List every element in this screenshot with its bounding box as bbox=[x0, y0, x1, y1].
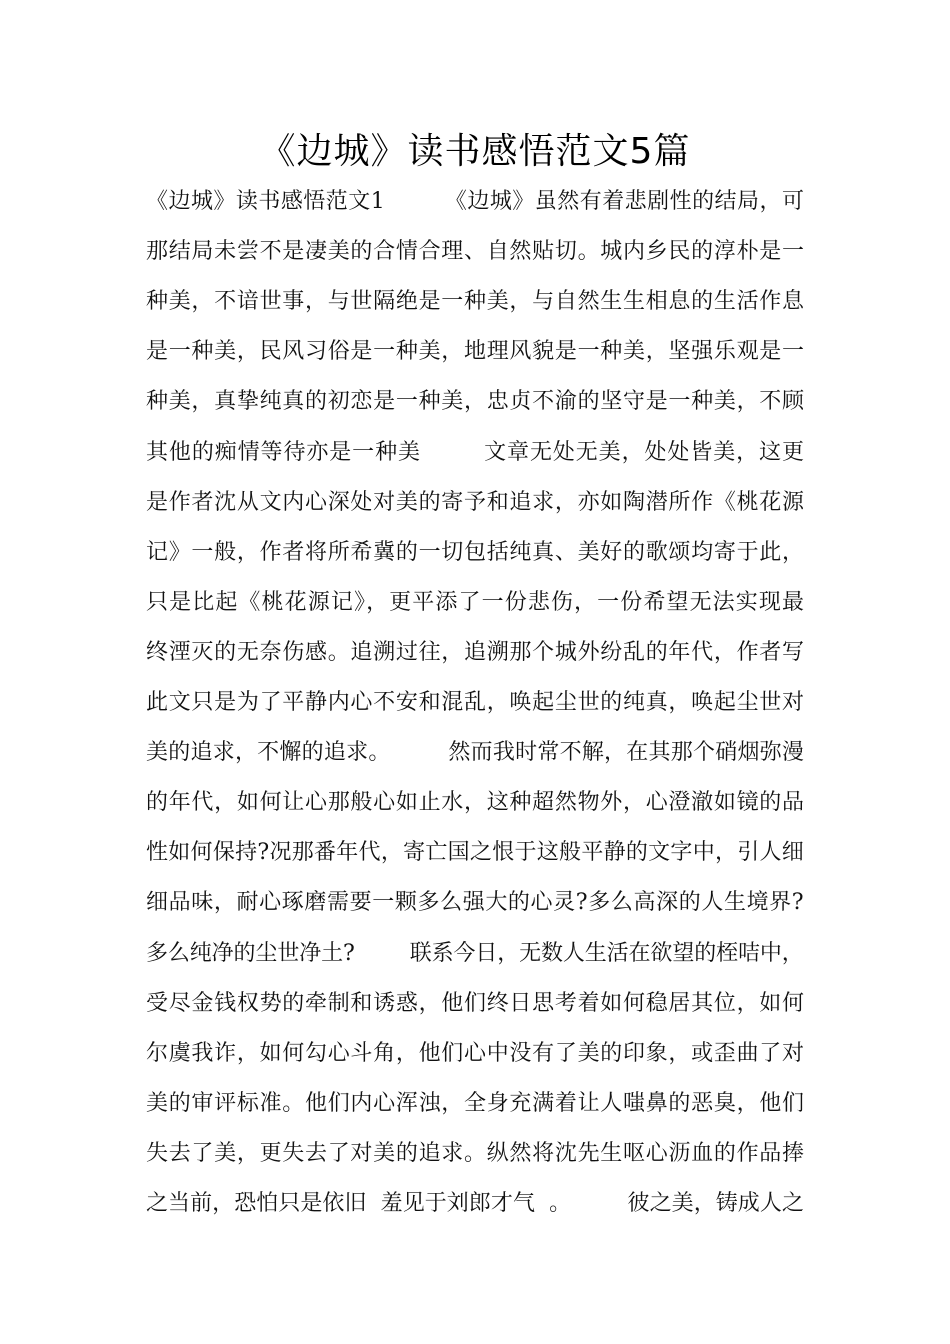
document-title: 《边城》读书感悟范文5篇 bbox=[259, 131, 691, 172]
body-line: 此文只是为了平静内心不安和混乱，唤起尘世的纯真，唤起尘世对 bbox=[146, 690, 805, 715]
body-line: 种美，不谙世事，与世隔绝是一种美，与自然生生相息的生活作息 bbox=[146, 289, 805, 314]
body-line: 的年代，如何让心那般心如止水，这种超然物外，心澄澈如镜的品 bbox=[146, 790, 805, 815]
body-line: 只是比起《桃花源记》，更平添了一份悲伤，一份希望无法实现最 bbox=[146, 590, 806, 615]
body-line: 之当前，恐怕只是依旧 羞见于刘郎才气 。 彼之美，铸成人之 bbox=[146, 1191, 804, 1216]
body-line: 细品味，耐心琢磨需要一颗多么强大的心灵?多么高深的人生境界? bbox=[146, 890, 805, 915]
body-line: 失去了美，更失去了对美的追求。纵然将沈先生呕心沥血的作品捧 bbox=[146, 1141, 805, 1166]
body-line: 记》一般，作者将所希冀的一切包括纯真、美好的歌颂均寄于此， bbox=[146, 540, 805, 565]
body-line: 多么纯净的尘世净土? 联系今日，无数人生活在欲望的桎咭中， bbox=[146, 941, 804, 966]
body-line: 是作者沈从文内心深处对美的寄予和追求，亦如陶潜所作《桃花源 bbox=[146, 490, 805, 515]
body-line: 受尽金钱权势的牵制和诱惑，他们终日思考着如何稳居其位，如何 bbox=[146, 991, 805, 1016]
body-line: 种美，真挚纯真的初恋是一种美，忠贞不渝的坚守是一种美，不顾 bbox=[146, 389, 805, 414]
body-line: 那结局未尝不是凄美的合情合理、自然贴切。城内乡民的淳朴是一 bbox=[146, 239, 805, 264]
body-line: 其他的痴情等待亦是一种美 文章无处无美，处处皆美，这更 bbox=[146, 440, 805, 465]
body-line: 是一种美，民风习俗是一种美，地理风貌是一种美，坚强乐观是一 bbox=[146, 339, 805, 364]
body-line: 美的审评标准。他们内心浑浊，全身充满着让人嗤鼻的恶臭，他们 bbox=[146, 1091, 805, 1116]
body-line: 性如何保持?况那番年代，寄亡国之恨于这般平静的文字中，引人细 bbox=[146, 840, 805, 865]
body-line: 美的追求，不懈的追求。 然而我时常不解，在其那个硝烟弥漫 bbox=[146, 740, 805, 765]
body-line: 终湮灭的无奈伤感。追溯过往，追溯那个城外纷乱的年代，作者写 bbox=[146, 640, 805, 665]
body-line: 《边城》读书感悟范文1 《边城》虽然有着悲剧性的结局，可 bbox=[146, 189, 805, 214]
body-line: 尔虞我诈，如何勾心斗角，他们心中没有了美的印象，或歪曲了对 bbox=[146, 1041, 805, 1066]
